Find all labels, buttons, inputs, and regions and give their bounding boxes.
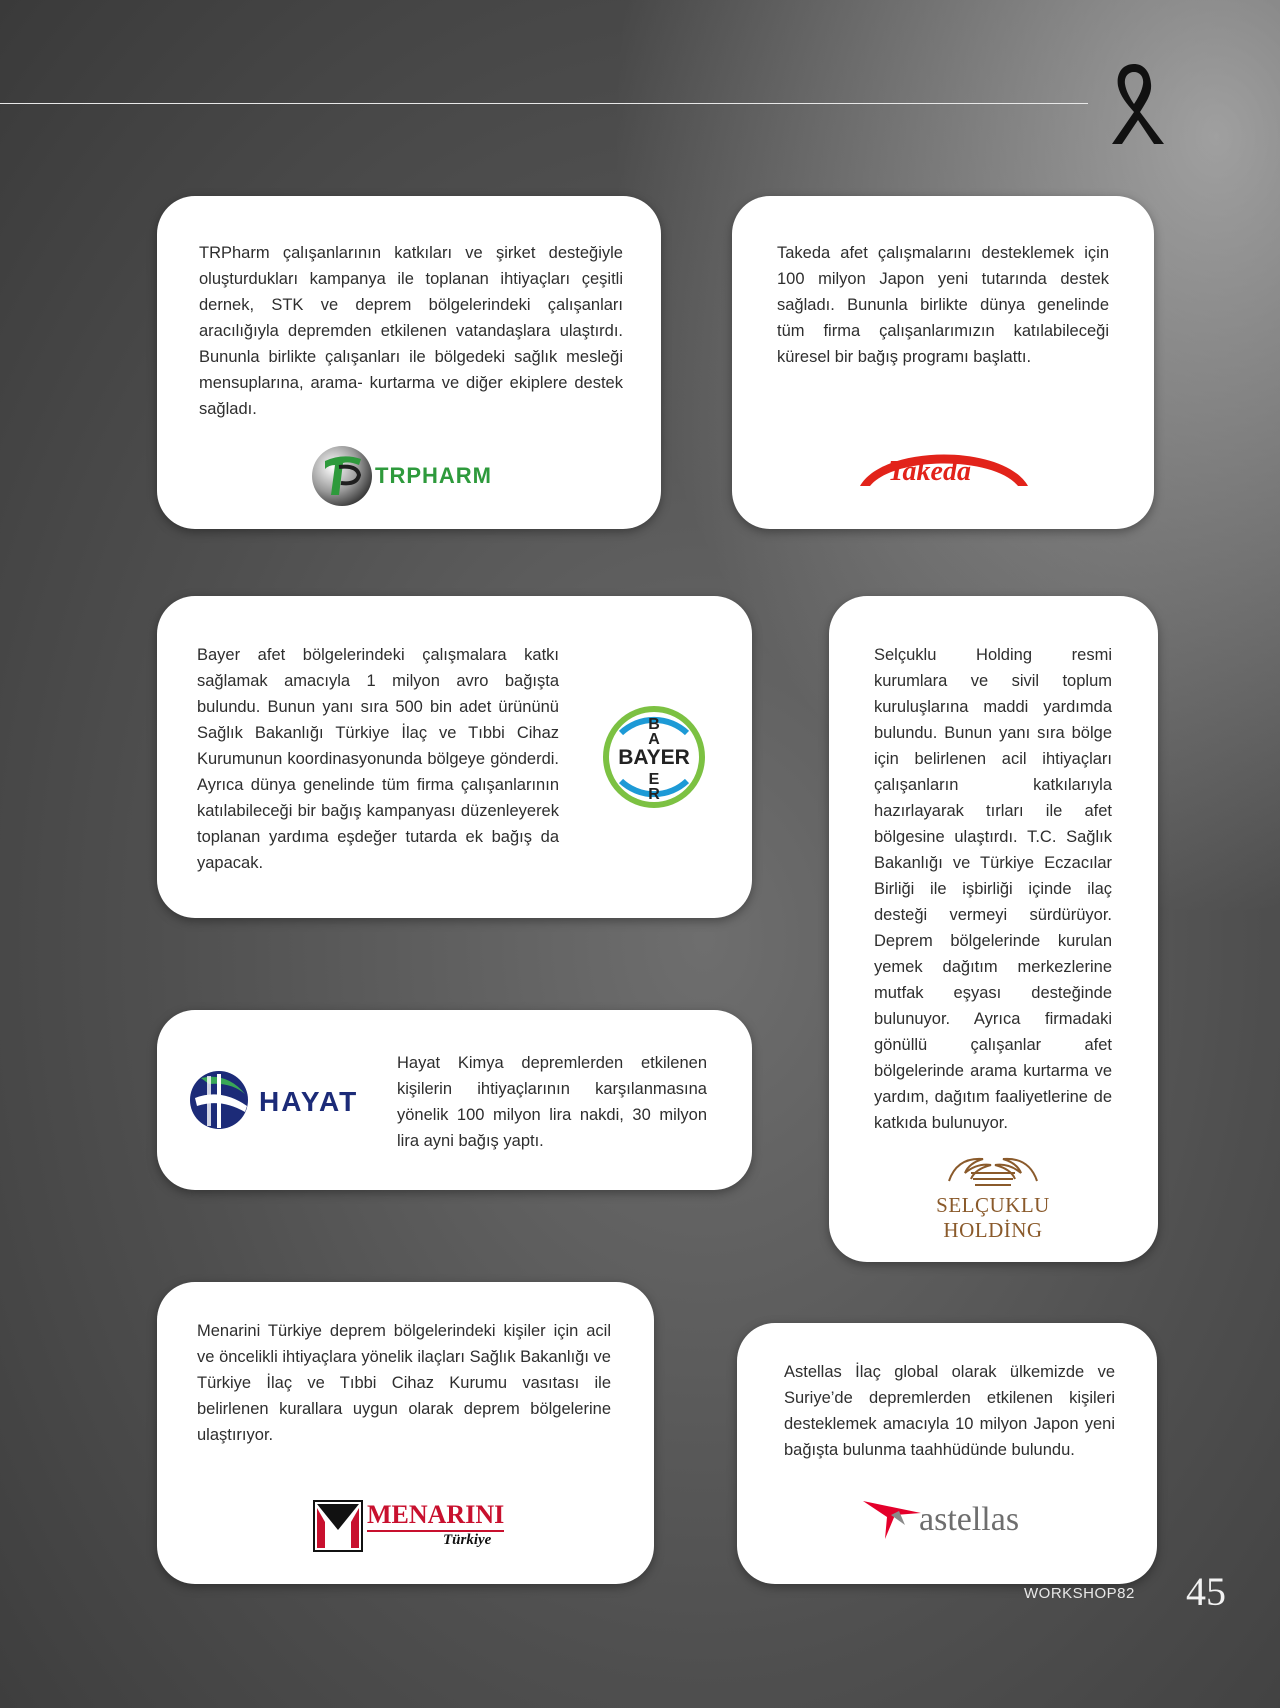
takeda-logo	[854, 436, 1034, 496]
hayat-logo	[187, 1066, 377, 1136]
astellas-logo-text: astellas	[919, 1501, 1020, 1538]
svg-text:R: R	[648, 786, 660, 803]
bayer-text: Bayer afet bölgelerindeki çalışmalara katkı sağlamak amacıyla 1 milyon avro bağışta bulundu. Bunun yanı sıra 500 bin adet ürününü Sağlık Bakanlığı Türkiye İlaç ve Tıbbi Cihaz Kurumunun koordinasyonunda bölgeye gönderdi. Ayrıca dünya genelinde tüm firma çalışanlarının katılabileceği bir bağış kampanyası düzenleyerek toplanan yardıma eşdeğer tutarda ek bağış da yapacak.	[197, 646, 559, 872]
svg-text:A: A	[648, 731, 660, 748]
selcuklu-card	[829, 596, 1158, 1262]
selcuklu-emblem-icon	[887, 1151, 1099, 1191]
mourning-ribbon-icon	[1100, 58, 1168, 148]
astellas-star-icon	[861, 1491, 923, 1543]
trpharm-logo-text: TRPHARM	[375, 463, 492, 488]
publication-label: WORKSHOP82	[1024, 1585, 1135, 1602]
trpharm-text: TRPharm çalışanlarının katkıları ve şirket desteğiyle oluşturdukları kampanya ile toplanan ihtiyaçları çeşitli dernek, STK ve deprem bölgelerindeki çalışanları aracılığıyla depremden etkilenen vatandaşlara ulaştırdı. Bununla birlikte çalışanları ile bölgedeki sağlık mesleği mensuplarına, arama- kurtarma ve diğer ekiplere destek sağladı.	[199, 244, 623, 418]
bayer-cross-logo	[601, 704, 707, 810]
svg-text:E: E	[648, 771, 660, 788]
hayat-card	[157, 1010, 752, 1190]
svg-text:B: B	[648, 716, 660, 733]
trpharm-logo	[309, 443, 519, 509]
menarini-text: Menarini Türkiye deprem bölgelerindeki kişiler için acil ve öncelikli ihtiyaçlara yönelik ilaçları Sağlık Bakanlığı ve Türkiye İlaç ve Tıbbi Cihaz Kurumu vasıtası ile belirlenen kurallara uygun olarak deprem bölgelerine ulaştırıyor.	[197, 1322, 611, 1444]
hayat-logo-text: HAYAT	[259, 1086, 359, 1117]
takeda-text: Takeda afet çalışmalarını desteklemek için 100 milyon Japon yeni tutarında destek sağladı. Bununla birlikte dünya genelinde tüm firma çalışanlarımızın katılabileceği küresel bir bağış programı başlattı.	[777, 244, 1109, 366]
page-number: 45	[1186, 1569, 1226, 1614]
bayer-card	[157, 596, 752, 918]
menarini-m-icon	[313, 1500, 363, 1552]
top-divider-line	[0, 103, 1088, 104]
astellas-card	[737, 1323, 1157, 1584]
selcuklu-text: Selçuklu Holding resmi kurumlara ve sivil toplum kuruluşlarına maddi yardımda bulundu. Bunun yanı sıra bölge için belirlenen acil ihtiyaçları çalışanların katkılarıyla hazırlayarak tırları ile afet bölgesine ulaştırdı. T.C. Sağlık Bakanlığı ve Türkiye Eczacılar Birliği ile işbirliği içinde ilaç desteği vermeyi sürdürüyor. Deprem bölgelerinde kurulan yemek dağıtım merkezlerine mutfak eşyası desteğinde bulunuyor. Ayrıca firmadaki gönüllü çalışanlar afet bölgelerinde arama kurtarma ve yardım, dağıtım faaliyetlerine de katkıda bulunuyor.	[874, 646, 1112, 1132]
takeda-logo-text: Takeda	[888, 456, 971, 487]
menarini-logo-subtext: Türkiye	[443, 1532, 492, 1548]
takeda-card	[732, 196, 1154, 529]
astellas-logo	[861, 1491, 1041, 1547]
menarini-card	[157, 1282, 654, 1584]
astellas-text: Astellas İlaç global olarak ülkemizde ve Suriye’de depremlerden etkilenen kişileri desteklemek amacıyla 10 milyon Japon yeni bağışta bulunma taahhüdünde bulundu.	[784, 1363, 1115, 1459]
hayat-text: Hayat Kimya depremlerden etkilenen kişilerin ihtiyaçlarının karşılanmasına yönelik 100 milyon lira nakdi, 30 milyon lira ayni bağış yaptı.	[397, 1054, 707, 1150]
trpharm-emblem-icon	[309, 443, 375, 509]
svg-text:BAYER: BAYER	[618, 746, 690, 769]
hayat-globe-icon	[187, 1068, 251, 1132]
selcuklu-logo-text: SELÇUKLU HOLDİNG	[936, 1193, 1050, 1242]
menarini-logo	[313, 1500, 513, 1554]
selcuklu-logo	[887, 1151, 1099, 1242]
trpharm-card	[157, 196, 661, 529]
menarini-logo-text: MENARINI	[367, 1500, 504, 1532]
